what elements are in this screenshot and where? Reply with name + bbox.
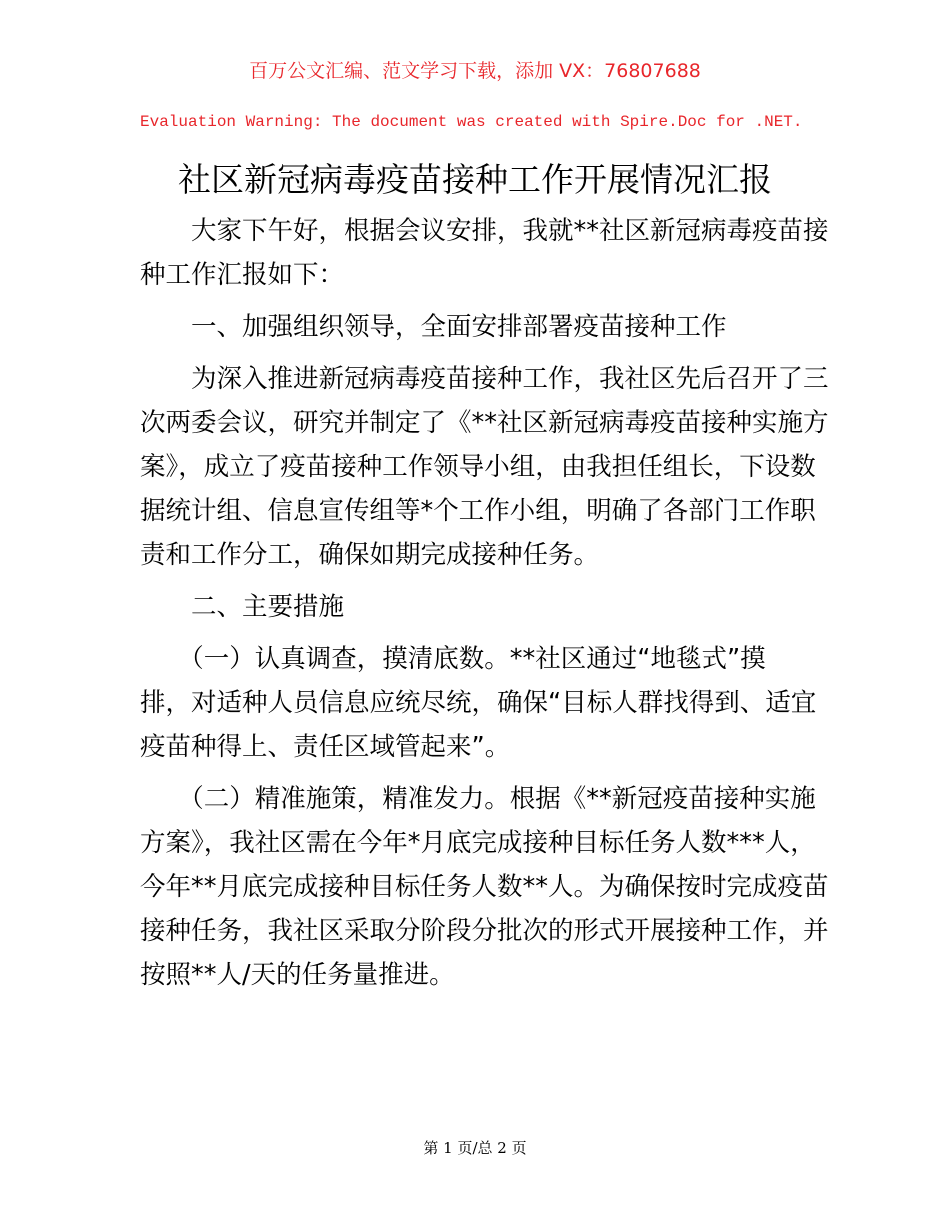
paragraph xyxy=(140,209,829,297)
text-line: 大家下午好，根据会议安排，我就**社区新冠病毒疫苗接 xyxy=(140,216,829,246)
paragraph xyxy=(140,637,815,769)
document-title: 社区新冠病毒疫苗接种工作开展情况汇报 xyxy=(178,160,772,199)
text-line: 责和工作分工，确保如期完成接种任务。 xyxy=(140,540,600,570)
header-banner: 百万公文汇编、范文学习下载，添加 VX：76807688 xyxy=(249,60,701,82)
text-line: 据统计组、信息宣传组等*个工作小组，明确了各部门工作职 xyxy=(140,496,816,526)
text-line: 疫苗种得上、责任区域管起来”。 xyxy=(140,732,511,762)
text-line: 案》，成立了疫苗接种工作领导小组，由我担任组长，下设数 xyxy=(140,452,816,482)
text-line: 次两委会议，研究并制定了《**社区新冠病毒疫苗接种实施方 xyxy=(140,408,829,438)
text-line: 种工作汇报如下： xyxy=(140,260,345,290)
text-line: 排，对适种人员信息应统尽统，确保“目标人群找得到、适宜 xyxy=(140,688,817,718)
paragraph xyxy=(140,585,815,629)
text-line: 一、加强组织领导，全面安排部署疫苗接种工作 xyxy=(140,312,727,342)
text-line: 今年**月底完成接种目标任务人数**人。为确保按时完成疫苗 xyxy=(140,872,829,902)
text-line: 二、主要措施 xyxy=(140,592,345,622)
paragraph xyxy=(140,777,829,997)
text-line: 按照**人/天的任务量推进。 xyxy=(140,960,455,990)
paragraph xyxy=(140,305,815,349)
text-line: （二）精准施策，精准发力。根据《**新冠疫苗接种实施 xyxy=(140,784,816,814)
text-line: 接种任务，我社区采取分阶段分批次的形式开展接种工作，并 xyxy=(140,916,829,946)
text-line: （一）认真调查，摸清底数。**社区通过“地毯式”摸 xyxy=(140,644,766,674)
paragraph xyxy=(140,357,829,577)
evaluation-warning: Evaluation Warning: The document was created with Spire.Doc for .NET. xyxy=(140,113,803,131)
document-body xyxy=(140,209,829,1005)
text-line: 为深入推进新冠病毒疫苗接种工作，我社区先后召开了三 xyxy=(140,364,829,394)
text-line: 方案》，我社区需在今年*月底完成接种目标任务人数***人， xyxy=(140,828,816,858)
page-footer: 第 1 页/总 2 页 xyxy=(423,1139,527,1157)
